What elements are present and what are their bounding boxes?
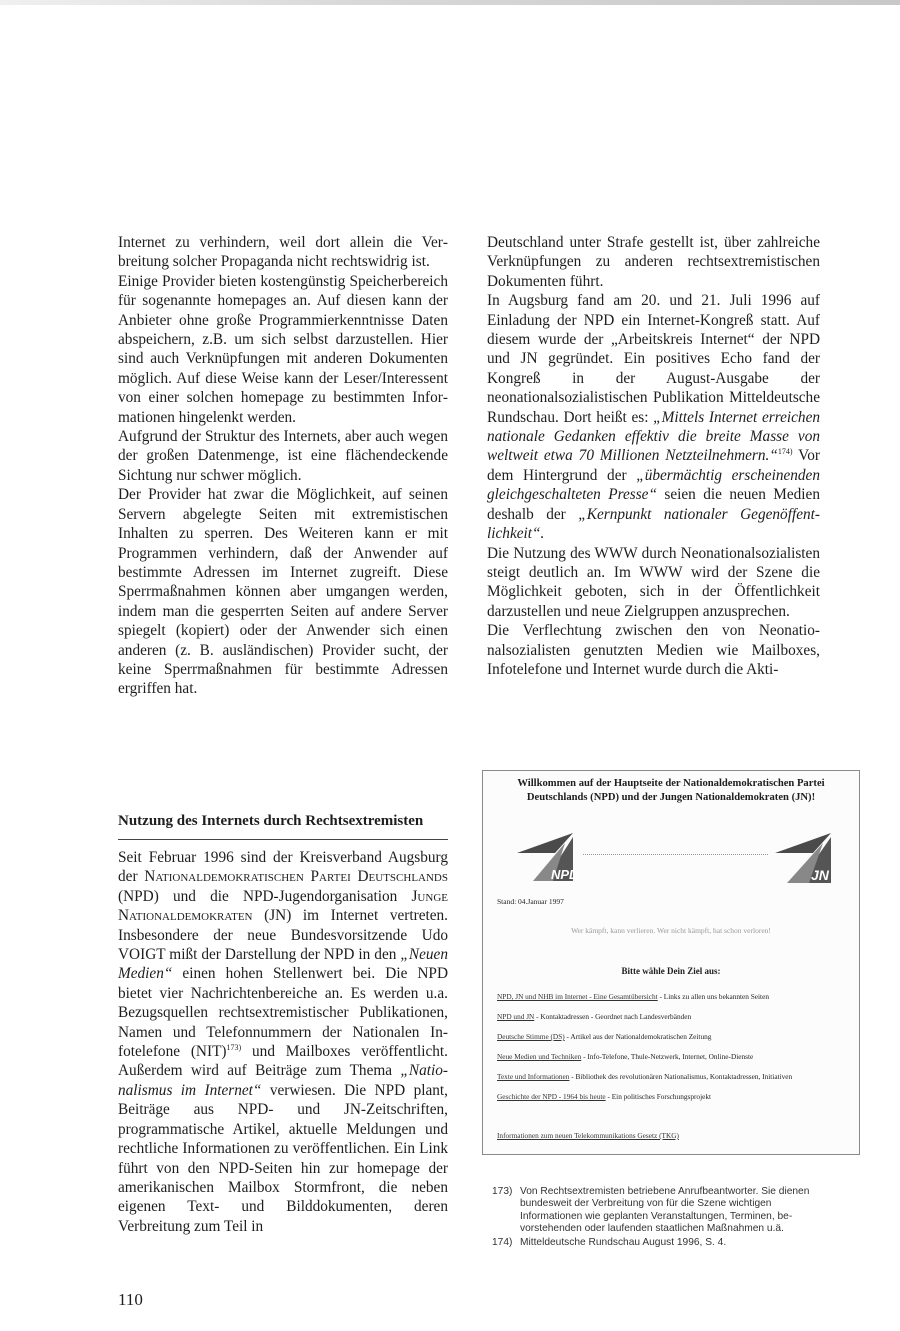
italic-quote: „Nationalismus im Internet“	[118, 1062, 448, 1099]
logo-divider	[583, 854, 768, 855]
footnotes	[492, 1186, 820, 1250]
italic-quote: „Neuen Medien“	[118, 946, 448, 983]
link-description: - Kontaktadressen - Geordnet nach Landesverbänden	[534, 1012, 692, 1021]
left-paragraph-4: Der Provider hat zwar die Möglichkeit, auf seinen Servern abgelegte Seiten mit extremistischen Inhalten zu sperren. Des Weiteren kann er mit Programmen verhindern, daß der Anwender auf bestimmte Adressen im Internet zugreift. Diese Sperrmaßnahmen können aber umgangen werden, indem man die gesperrten Seiten auf andere Server spiegelt (kopiert) oder der Anwender sich einen anderen (z. B. ausländischen) Provider sucht, der keine Sperrmaßnahmen für bestimmte Adressen ergriffen hat.	[118, 486, 448, 698]
link-description: - Links zu allen uns bekannten Seiten	[657, 992, 769, 1001]
left-paragraph-5	[118, 848, 448, 1236]
right-paragraph-3: Die Nutzung des WWW durch Neonationalsozialisten steigt deutlich an. Im WWW wird der Szene die Möglichkeit geboten, sich in der Öffentlichkeit darzustellen und neue Zielgruppen anzusprechen.	[487, 544, 820, 620]
text-run: Vor dem Hintergrund der	[487, 447, 820, 484]
page-number: 110	[118, 1290, 143, 1309]
footnote-text: Mitteldeutsche Rundschau August 1996, S. 4.	[520, 1236, 727, 1248]
footnote-number: 174)	[492, 1236, 513, 1248]
left-column-lower	[118, 848, 448, 1236]
text-run: (JN) im Internet vertreten. Insbesondere der neue Bundesvorsitzende Udo VOIGT mißt der Darstellung der NPD in den	[118, 907, 448, 964]
link-row	[497, 1032, 853, 1052]
left-column	[118, 233, 448, 699]
right-column	[487, 233, 820, 679]
choose-heading: Bitte wähle Dein Ziel aus:	[621, 966, 721, 976]
party-name-smallcaps: Nationaldemokratischen Partei Deutschlands	[144, 868, 448, 886]
text-run: In Augsburg fand am 20. und 21. Juli 1996 auf Einladung der NPD ein Internet-Kongreß statt. Auf diesem wurde der „Arbeitskreis Internet“ der NPD und JN gegründet. Ein positives Echo fand der Kongreß in der August-Ausgabe der neonationalsozialistischen Publikation Mitteldeutsche Rundschau. Dort heißt es:	[487, 292, 820, 426]
text-run: seien die neuen Medien deshalb der	[487, 486, 820, 523]
link-row	[497, 992, 853, 1012]
link-row	[497, 1092, 853, 1112]
link-description: - Ein politisches Forschungsprojekt	[605, 1092, 712, 1101]
stand-date: Stand: 04.Januar 1997	[497, 897, 564, 906]
youth-org-smallcaps: Junge Nationaldemokraten	[118, 887, 448, 925]
text-run: Seit Februar 1996 sind der Kreisverband Augsburg der	[118, 849, 448, 886]
left-paragraph-1: Internet zu verhindern, weil dort allein die Verbreitung solcher Propaganda nicht rechtswidrig ist.	[118, 234, 448, 271]
tkg-link[interactable]: Informationen zum neuen Telekommunikations Gesetz (TKG)	[497, 1131, 679, 1140]
footnote-173	[492, 1186, 820, 1236]
link-description: - Bibliothek des revolutionären Nationalismus, Kontaktadressen, Initiativen	[569, 1072, 793, 1081]
jn-logo-icon	[773, 831, 835, 886]
text-run: und Mailboxes veröffentlicht. Außerdem wird auf Beiträge zum Thema	[118, 1043, 448, 1080]
nav-link[interactable]: Neue Medien und Techniken	[497, 1052, 582, 1061]
screenshot-title: Willkommen auf der Hauptseite der Nationaldemokratischen Partei Deutschlands (NPD) und der Jungen Nationaldemokraten (JN)!	[517, 778, 825, 803]
footnote-text: Von Rechtsextremisten betriebene Anrufbeantworter. Sie dienen bundesweit der Verbreitung von für die Szene wichtigen Informationen wie geplanten Veranstaltungen, Terminen, bevorstehenden oder laufenden staatlichen Maßnahmen u.ä.	[520, 1186, 810, 1235]
footnote-ref-174: 174)	[777, 447, 793, 457]
jn-logo	[773, 831, 835, 886]
footnote-174	[492, 1237, 820, 1249]
link-row	[497, 1072, 853, 1092]
jn-logo-text: JN	[811, 867, 829, 883]
text-run: einen hohen Stellenwert bei. Die NPD bietet vier Nachrichtenbereiche an. Es werden u.a. Bezugsquellen rechtsextremistischer Publikationen, Namen und Telefonnummern der Nationalen Infotelefone (NIT)	[118, 965, 448, 1061]
right-paragraph-4: Die Verflechtung zwischen den von Neonationalsozialisten genutzten Medien wie Mailboxes, Infotelefone und Internet wurde durch die Akti-	[487, 622, 820, 678]
text-run: verwiesen. Die NPD plant, Beiträge aus NPD- und JN-Zeitschriften, programmatische Artikel, aktuelle Meldungen und rechtliche Informationen zu veröffentlichen. Ein Link führt von den NPD-Seiten hin zur homepage der amerikanischen Mailbox Stormfront, die neben eigenen Text- und Bilddokumenten, deren Verbreitung zum Teil in	[118, 1081, 448, 1235]
text-run: (NPD) und die NPD-Jugendorganisation	[118, 887, 412, 905]
link-row	[497, 1052, 853, 1072]
section-heading: Nutzung des Internets durch Rechtsextremisten	[118, 812, 448, 840]
left-paragraph-2: Einige Provider bieten kostengünstig Speicherbereich für sogenannte homepages an. Auf diesen kann der Anbieter ohne große Programmierkenntnisse Daten abspeichern, z.B. um sich selbst darzustellen. Hier sind auch Verknüpfungen mit anderen Dokumenten möglich. Auf diese Weise kann der Leser/Interessent von einer solchen homepage zu bestimmten Informationen hingelenkt werden.	[118, 272, 448, 426]
italic-quote: „Kernpunkt nationaler Gegenöffentlichkeit“.	[487, 505, 820, 543]
footnote-ref-173: 173)	[226, 1043, 242, 1053]
link-description: - Artikel aus der Nationaldemokratischen Zeitung	[564, 1032, 712, 1041]
left-paragraph-3: Aufgrund der Struktur des Internets, aber auch wegen der großen Datenmenge, ist eine flächendeckende Sichtung nur schwer möglich.	[118, 428, 448, 484]
italic-quote: „Mittels Internet erreichen nationale Gedanken effektiv die breite Masse von weltweit etwa 70 Millionen Netzteilnehmern.“	[487, 408, 821, 465]
footnote-number: 173)	[492, 1186, 513, 1197]
nav-link[interactable]: Texte und Informationen	[497, 1072, 570, 1081]
nav-link[interactable]: Geschichte der NPD - 1964 bis heute	[497, 1092, 606, 1101]
npd-logo	[515, 831, 577, 886]
nav-link[interactable]: NPD und JN	[497, 1012, 535, 1021]
link-description: - Info-Telefone, Thule-Netzwerk, Internet, Online-Dienste	[581, 1052, 754, 1061]
nav-link[interactable]: NPD, JN und NHB im Internet - Eine Gesamtübersicht	[497, 992, 658, 1001]
link-row	[497, 1012, 853, 1032]
right-paragraph-1: Deutschland unter Strafe gestellt ist, über zahlreiche Verknüpfungen zu anderen rechtsextremistischen Dokumenten führt.	[487, 234, 820, 290]
right-paragraph-2	[487, 291, 820, 543]
link-list	[497, 992, 853, 1112]
npd-logo-icon	[515, 831, 577, 886]
npd-logo-text: NPD	[551, 867, 577, 882]
website-screenshot	[482, 770, 860, 1155]
page-top-edge	[0, 0, 900, 5]
nav-link[interactable]: Deutsche Stimme (DS)	[497, 1032, 565, 1041]
italic-quote: „übermächtig erscheinenden gleichgeschalteten Presse“	[487, 466, 820, 504]
motto-text: Wer kämpft, kann verlieren. Wer nicht kämpft, hat schon verloren!	[571, 926, 771, 935]
